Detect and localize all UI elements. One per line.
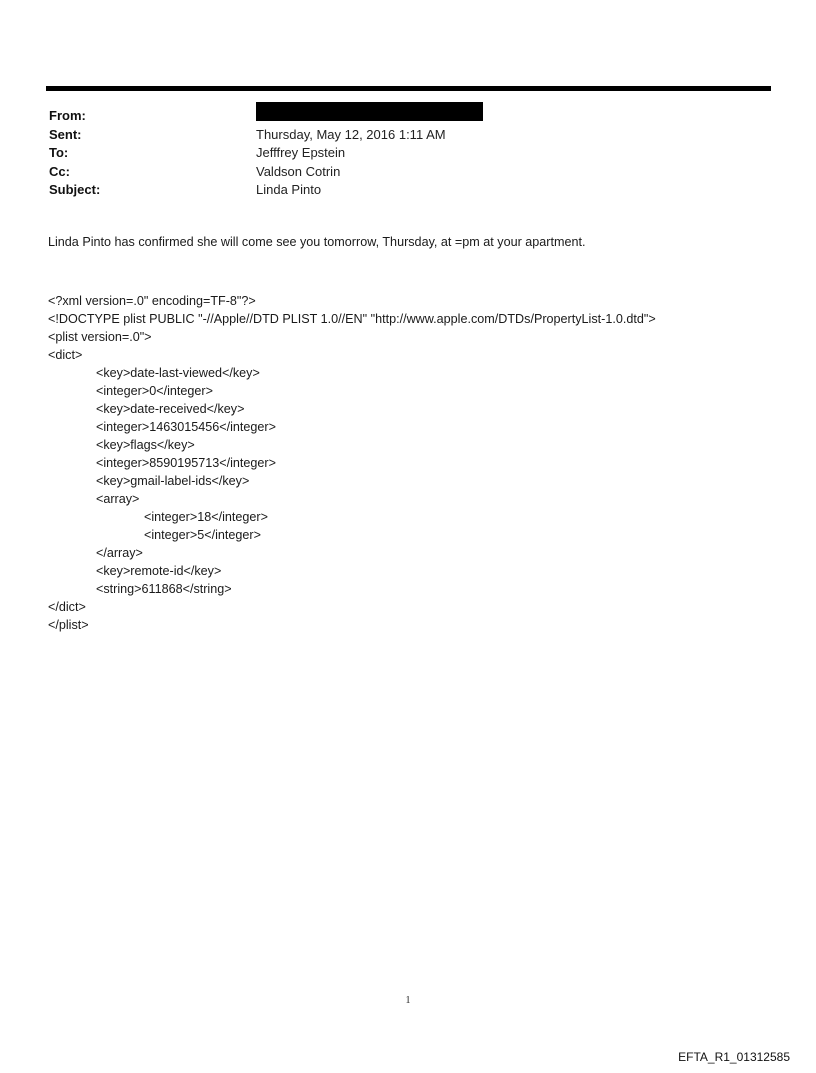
header-rule — [46, 86, 771, 91]
from-label: From: — [49, 108, 86, 123]
plist-line: <key>flags</key> — [96, 438, 195, 452]
sent-label: Sent: — [49, 126, 82, 142]
plist-line: <!DOCTYPE plist PUBLIC "-//Apple//DTD PLIST 1.0//EN" "http://www.apple.com/DTDs/PropertyList-1.0.dtd"> — [48, 312, 656, 326]
redaction-bar — [256, 102, 483, 121]
plist-line: <string>611868</string> — [96, 582, 232, 596]
plist-line: <integer>5</integer> — [144, 528, 261, 542]
email-body: Linda Pinto has confirmed she will come see you tomorrow, Thursday, at =pm at your apartment. — [48, 235, 586, 249]
plist-line: </array> — [96, 546, 143, 560]
email-header — [49, 107, 769, 200]
page-number: 1 — [405, 995, 411, 1006]
plist-block — [48, 292, 656, 634]
plist-line: </plist> — [48, 618, 89, 632]
subject-value: Linda Pinto — [256, 182, 322, 197]
to-label: To: — [49, 145, 69, 160]
to-row — [49, 144, 769, 163]
plist-line: <key>date-received</key> — [96, 402, 245, 416]
plist-line: </dict> — [48, 600, 86, 614]
sent-value: Thursday, May 12, 2016 1:11 AM — [256, 126, 446, 142]
cc-value: Valdson Cotrin — [256, 163, 341, 179]
plist-line: <integer>18</integer> — [144, 510, 268, 524]
subject-label: Subject: — [49, 182, 101, 197]
plist-line: <plist version=.0"> — [48, 330, 152, 344]
plist-line: <integer>1463015456</integer> — [96, 420, 276, 434]
plist-line: <key>remote-id</key> — [96, 564, 222, 578]
document-id: EFTA_R1_01312585 — [678, 1050, 790, 1064]
cc-row — [49, 163, 769, 182]
subject-row — [49, 181, 769, 200]
plist-line: <dict> — [48, 348, 83, 362]
to-value: Jefffrey Epstein — [256, 145, 346, 160]
plist-line: <?xml version=.0" encoding=TF-8"?> — [48, 294, 256, 308]
sent-row — [49, 126, 769, 145]
plist-line: <array> — [96, 492, 140, 506]
plist-line: <key>gmail-label-ids</key> — [96, 474, 250, 488]
plist-line: <integer>0</integer> — [96, 384, 213, 398]
cc-label: Cc: — [49, 163, 70, 179]
plist-line: <integer>8590195713</integer> — [96, 456, 276, 470]
from-row — [49, 107, 769, 126]
plist-line: <key>date-last-viewed</key> — [96, 366, 260, 380]
